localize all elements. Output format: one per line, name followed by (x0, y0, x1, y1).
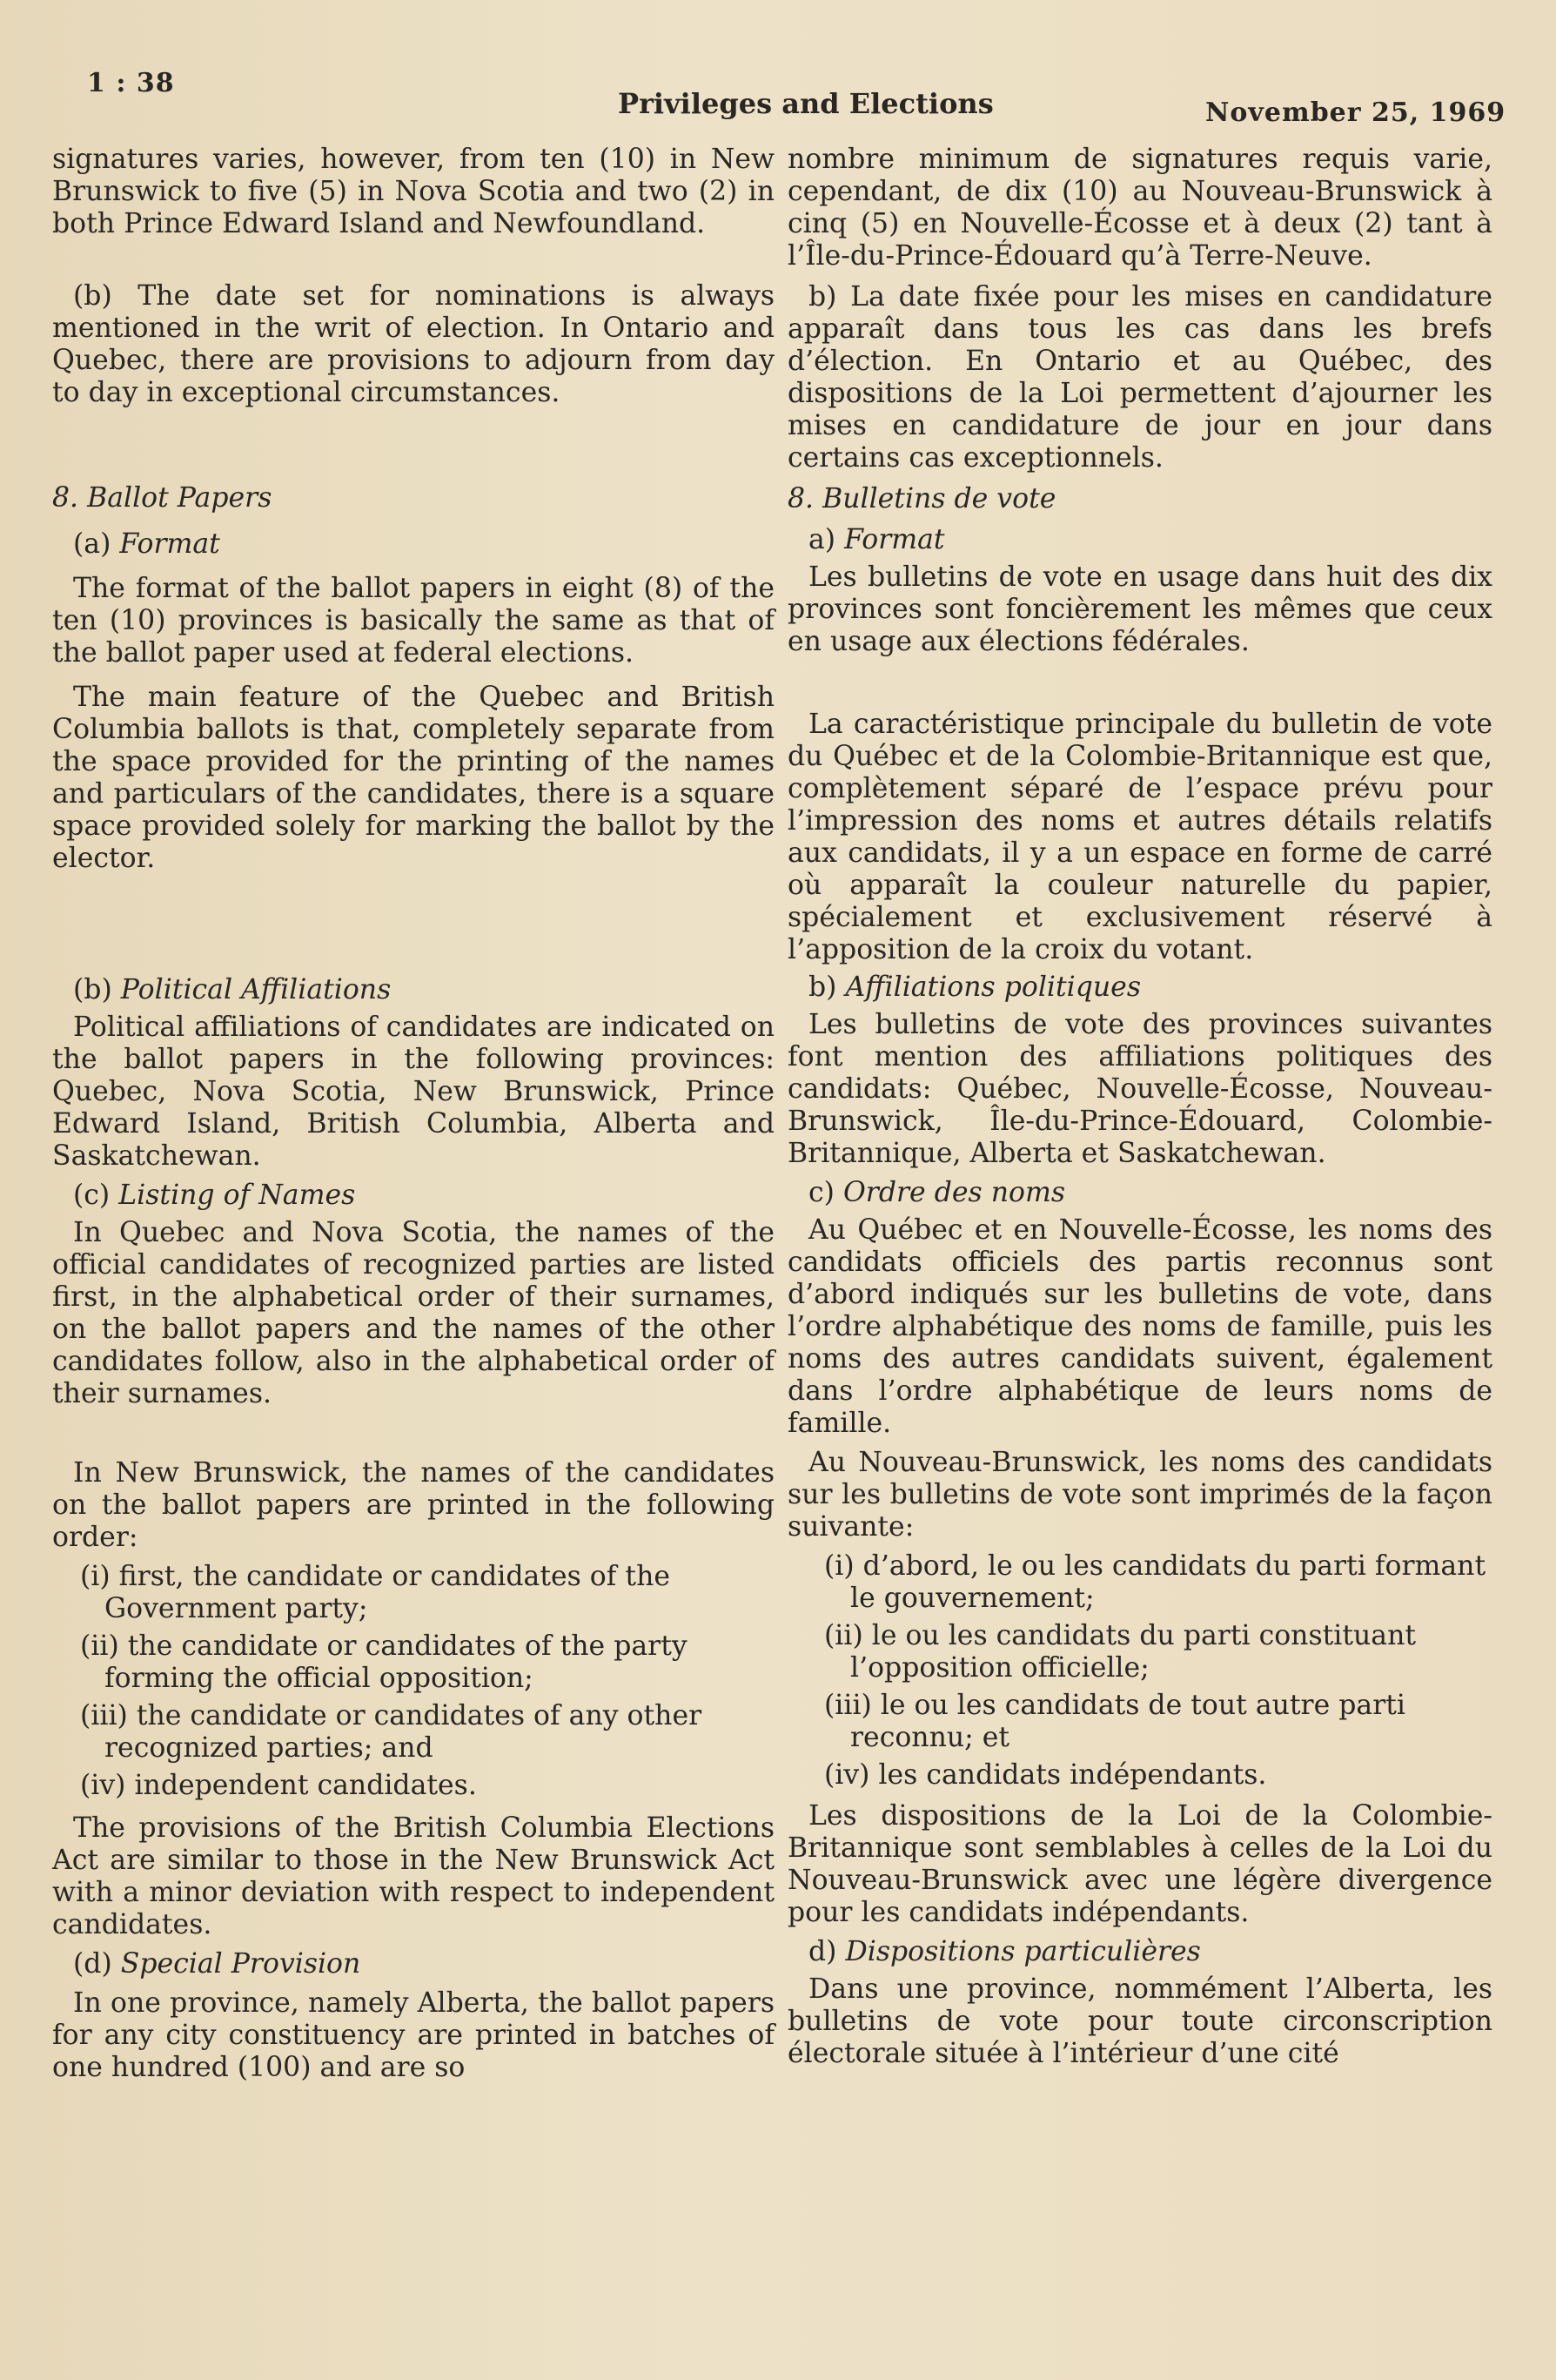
section-heading: 8. Ballot Papers (52, 482, 272, 514)
subsection-heading (788, 971, 1492, 1004)
english-column (52, 144, 775, 2084)
paragraph: In New Brunswick, the names of the candidates on the ballot papers are printed in the following order: (52, 1457, 775, 1553)
paragraph: Les bulletins de vote des provinces suivantes font mention des affiliations politiques des candidats: Québec, Nouvelle-Écosse, Nouveau-Brunswick, Île-du-Prince-Édouard, Colombie-Britannique, Alberta et Saskatchewan. (788, 1009, 1492, 1169)
subsection-heading (52, 974, 775, 1006)
paragraph: The main feature of the Quebec and British Columbia ballots is that, completely separate from the space provided for the printing of the names and particulars of the candidates, there is a square space provided solely for marking the ballot by the elector. (52, 682, 775, 874)
subsection-title: Ordre des noms (842, 1177, 1065, 1208)
paragraph: La caractéristique principale du bulletin de vote du Québec et de la Colombie-Britannique est que, complètement séparé de l’espace prévu pour l’impression des noms et autres détails relatifs aux candidats, il y a un espace en forme de carré où apparaît la couleur naturelle du papier, spécialement et exclusivement réservé à l’apposition de la croix du votant. (788, 709, 1492, 965)
list-item: (ii) le ou les candidats du parti constituant l’opposition officielle; (824, 1620, 1417, 1684)
subsection-number: (c) (73, 1180, 111, 1211)
paragraph: Dans une province, nommément l’Alberta, les bulletins de vote pour toute circonscription électorale située à l’intérieur d’une cité (788, 1973, 1492, 2069)
subsection-number: d) (808, 1936, 837, 1967)
paragraph: In one province, namely Alberta, the ballot papers for any city constituency are printed in batches of one hundred (100) and are so (52, 1987, 775, 2083)
section-heading: 8. Bulletins de vote (788, 483, 1056, 514)
subsection-heading (52, 528, 775, 561)
paragraph: Au Québec et en Nouvelle-Écosse, les noms des candidats officiels des partis reconnus sont d’abord indiqués sur les bulletins de vote, dans l’ordre alphabétique des noms de famille, puis les noms des autres candidats suivent, également dans l’ordre alphabétique de leurs noms de famille. (788, 1214, 1492, 1439)
running-title: Privileges and Elections (618, 87, 994, 120)
subsection-title: Special Provision (120, 1948, 361, 1980)
subsection-title: Political Affiliations (120, 974, 392, 1005)
page-number: 1 : 38 (87, 68, 175, 98)
list-item: (i) first, the candidate or candidates of the Government party; (80, 1561, 671, 1624)
subsection-number: a) (808, 524, 836, 555)
subsection-title: Listing of Names (118, 1180, 356, 1211)
paragraph: b) La date fixée pour les mises en candidature apparaît dans tous les cas dans les brefs d’élection. En Ontario et au Québec, des dispositions de la Loi permettent d’ajourner les mises en candidature de jour en jour dans certains cas exceptionnels. (788, 281, 1492, 474)
page-header (0, 0, 1556, 139)
paragraph: Au Nouveau-Brunswick, les noms des candidats sur les bulletins de vote sont imprimés de la façon suivante: (788, 1447, 1492, 1543)
subsection-heading (788, 524, 1492, 556)
subsection-title: Format (844, 524, 945, 555)
subsection-number: (a) (73, 528, 111, 560)
subsection-number: c) (808, 1177, 835, 1208)
list-item: (iii) le ou les candidats de tout autre parti reconnu; et (824, 1690, 1406, 1753)
list-item: (i) d’abord, le ou les candidats du parti formant le gouvernement; (824, 1550, 1486, 1614)
subsection-heading (788, 1936, 1492, 1968)
paragraph: Les bulletins de vote en usage dans huit des dix provinces sont foncièrement les mêmes que ceux en usage aux élections fédérales. (788, 561, 1492, 657)
list-item: (iv) les candidats indépendants. (824, 1759, 1267, 1791)
paragraph: In Quebec and Nova Scotia, the names of the official candidates of recognized parties are listed first, in the alphabetical order of their surnames, on the ballot papers and the names of the other candidates follow, also in the alphabetical order of their surnames. (52, 1217, 775, 1409)
paragraph: Political affiliations of candidates are indicated on the ballot papers in the following provinces: Quebec, Nova Scotia, New Brunswick, Prince Edward Island, British Columbia, Alberta and Saskatchewan. (52, 1012, 775, 1172)
paragraph: signatures varies, however, from ten (10) in New Brunswick to five (5) in Nova Scotia and two (2) in both Prince Edward Island and Newfoundland. (52, 144, 775, 239)
paragraph: The format of the ballot papers in eight (8) of the ten (10) provinces is basically the same as that of the ballot paper used at federal elections. (52, 573, 775, 669)
paragraph: (b) The date set for nominations is always mentioned in the writ of election. In Ontario and Quebec, there are provisions to adjourn from day to day in exceptional circumstances. (52, 280, 775, 408)
paragraph: Les dispositions de la Loi de la Colombie-Britannique sont semblables à celles de la Loi du Nouveau-Brunswick avec une légère divergence pour les candidats indépendants. (788, 1800, 1492, 1928)
list-item: (ii) the candidate or candidates of the party forming the official opposition; (80, 1630, 687, 1694)
subsection-number: (d) (73, 1948, 112, 1980)
paragraph: nombre minimum de signatures requis varie, cependant, de dix (10) au Nouveau-Brunswick à cinq (5) en Nouvelle-Écosse et à deux (2) tant à l’Île-du-Prince-Édouard qu’à Terre-Neuve. (788, 144, 1492, 272)
subsection-number: (b) (73, 974, 112, 1005)
subsection-title: Affiliations politiques (845, 971, 1141, 1003)
subsection-heading (788, 1177, 1492, 1209)
paragraph: The provisions of the British Columbia Elections Act are similar to those in the New Brunswick Act with a minor deviation with respect to independent candidates. (52, 1812, 775, 1940)
list-item: (iv) independent candidates. (80, 1770, 477, 1801)
list-item: (iii) the candidate or candidates of any other recognized parties; and (80, 1700, 702, 1764)
subsection-title: Dispositions particulières (845, 1936, 1201, 1967)
subsection-heading (52, 1180, 775, 1212)
subsection-number: b) (808, 971, 837, 1003)
subsection-title: Format (119, 528, 220, 560)
header-date: November 25, 1969 (1205, 97, 1506, 128)
subsection-heading (52, 1948, 775, 1980)
french-column (788, 144, 1492, 2070)
